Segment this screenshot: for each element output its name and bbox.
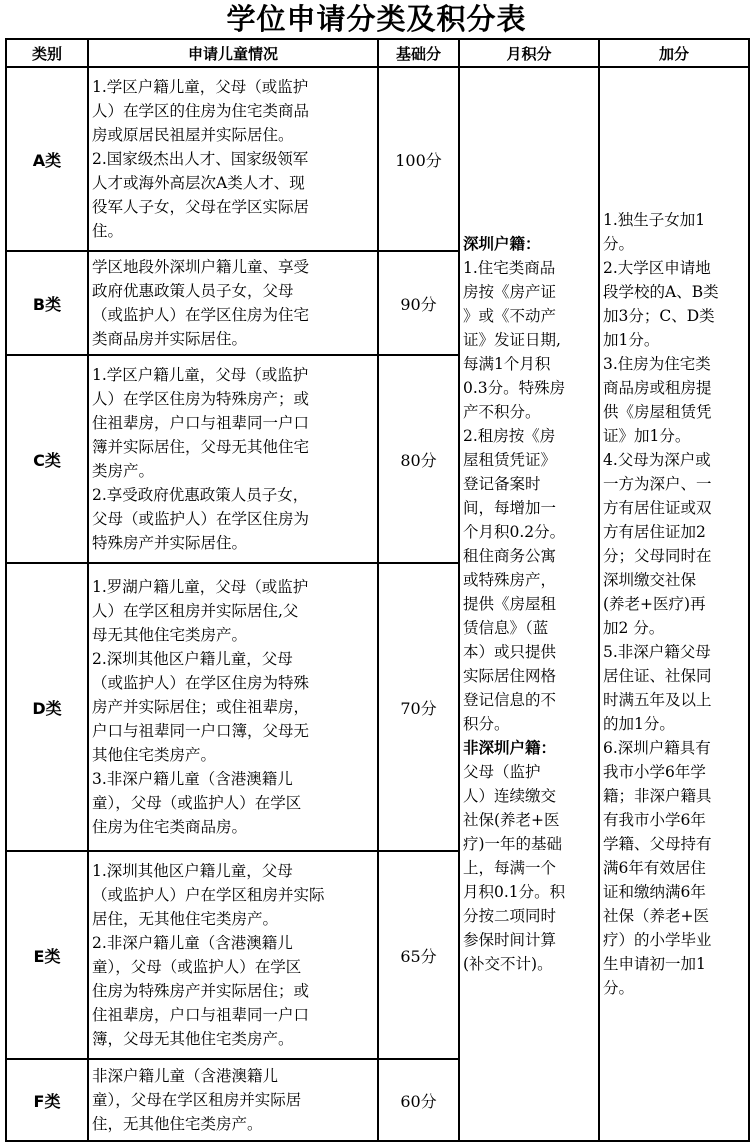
- category-cell: C类: [6, 355, 88, 563]
- non-shenzhen-heading: 非深圳户籍：: [463, 739, 557, 757]
- text-line: 疗)一年的基础: [463, 835, 563, 853]
- conditions-cell: [88, 251, 378, 355]
- text-line: 租住商务公寓: [463, 547, 557, 565]
- text-line: 政府优惠政策人员子女，父母: [92, 282, 294, 300]
- text-line: （或监护人）在学区住房为住宅: [92, 306, 310, 324]
- text-line: 5.非深户籍父母: [603, 643, 711, 661]
- text-line: 住祖辈房，户口与祖辈同一户口: [92, 1006, 310, 1024]
- text-line: 加3分；C、D类: [603, 307, 715, 325]
- text-line: 2.享受政府优惠政策人员子女，: [92, 486, 309, 504]
- text-line: 童），父母（或监护人）在学区: [92, 794, 302, 812]
- text-line: 人）在学区的住房为住宅类商品: [92, 102, 310, 120]
- text-line: 间，每增加一: [463, 499, 557, 517]
- text-line: 4.父母为深户或: [603, 451, 711, 469]
- text-line: 社保（养老+医: [603, 907, 709, 925]
- text-line: 分；父母同时在: [603, 547, 712, 565]
- text-line: 簿，父母无其他住宅类房产。: [92, 1030, 294, 1048]
- text-line: 每满1个月积: [463, 355, 551, 373]
- text-line: 户口与祖辈同一户口簿，父母无: [92, 722, 310, 740]
- conditions-cell: [88, 67, 378, 251]
- header-row: [6, 39, 749, 67]
- text-line: 学区地段外深圳户籍儿童、享受: [92, 258, 310, 276]
- text-line: 1.住宅类商品: [463, 259, 556, 277]
- text-line: 住，无其他住宅类房产。: [92, 1115, 263, 1133]
- text-line: 加2 分。: [603, 619, 665, 637]
- text-line: 供《房屋租赁凭: [603, 403, 712, 421]
- text-line: 童），父母在学区租房并实际居: [92, 1091, 302, 1109]
- text-line: 月积0.1分。积: [463, 883, 566, 901]
- header-base-score: 基础分: [378, 39, 459, 67]
- text-line: 疗）的小学毕业: [603, 931, 712, 949]
- text-line: 2.大学区申请地: [603, 259, 711, 277]
- conditions-cell: [88, 1059, 378, 1141]
- header-category: 类别: [6, 39, 88, 67]
- text-line: 》或《不动产: [463, 307, 557, 325]
- text-line: 本）或只提供: [463, 643, 557, 661]
- text-line: 学籍、父母持有: [603, 835, 712, 853]
- text-line: 的加1分。: [603, 715, 675, 733]
- text-line: 人）在学区租房并实际居住,父: [92, 602, 299, 620]
- base-score-cell: 70分: [378, 563, 459, 851]
- base-score-cell: 100分: [378, 67, 459, 251]
- text-line: 父母（或监护人）在学区住房为: [92, 510, 310, 528]
- text-line: 时满五年及以上: [603, 691, 712, 709]
- text-line: 2.国家级杰出人才、国家级领军: [92, 150, 309, 168]
- base-score-cell: 90分: [378, 251, 459, 355]
- base-score-cell: 60分: [378, 1059, 459, 1141]
- text-line: 我市小学6年学: [603, 763, 706, 781]
- text-line: 房或原居民祖屋并实际居住。: [92, 126, 294, 144]
- header-conditions: 申请儿童情况: [88, 39, 378, 67]
- conditions-cell: [88, 355, 378, 563]
- text-line: 非深户籍儿童（含港澳籍儿: [92, 1067, 279, 1085]
- text-line: 6.深圳户籍具有: [603, 739, 711, 757]
- text-line: 证》加1分。: [603, 427, 691, 445]
- base-score-cell: 80分: [378, 355, 459, 563]
- text-line: （或监护人）户在学区租房并实际: [92, 886, 325, 904]
- text-line: 人）在学区住房为特殊房产；或: [92, 390, 310, 408]
- text-line: 加1分。: [603, 331, 660, 349]
- text-line: 登记信息的不: [463, 691, 557, 709]
- monthly-points-cell: [459, 67, 599, 1141]
- text-line: 方有居住证或双: [603, 499, 712, 517]
- category-cell: F类: [6, 1059, 88, 1141]
- text-line: 方有居住证加2: [603, 523, 706, 541]
- text-line: 1.深圳其他区户籍儿童，父母: [92, 862, 293, 880]
- text-line: 上，每满一个: [463, 859, 557, 877]
- text-line: 2.租房按《房: [463, 427, 556, 445]
- text-line: 房产并实际居住；或住祖辈房，: [92, 698, 310, 716]
- text-line: 商品房或租房提: [603, 379, 712, 397]
- page-title: 学位申请分类及积分表: [226, 2, 527, 36]
- text-line: 证和缴纳满6年: [603, 883, 706, 901]
- text-line: 个月积0.2分。: [463, 523, 566, 541]
- text-line: 簿并实际居住，父母无其他住宅: [92, 438, 310, 456]
- text-line: 类房产。: [92, 462, 155, 480]
- text-line: 人）连续缴交: [463, 787, 557, 805]
- text-line: 分按二项同时: [463, 907, 557, 925]
- text-line: 1.学区户籍儿童，父母（或监护: [92, 78, 309, 96]
- text-line: 居住，无其他住宅类房产。: [92, 910, 279, 928]
- text-line: 役军人子女，父母在学区实际居: [92, 198, 310, 216]
- text-line: 住祖辈房，户口与祖辈同一户口: [92, 414, 310, 432]
- text-line: 积分。: [463, 715, 510, 733]
- text-line: 登记备案时: [463, 475, 541, 493]
- text-line: 人才或海外高层次A类人才、现: [92, 174, 305, 192]
- category-cell: B类: [6, 251, 88, 355]
- text-line: 住。: [92, 222, 124, 240]
- text-line: 母无其他住宅类房产。: [92, 626, 248, 644]
- table-row: [6, 67, 749, 251]
- text-line: 生申请初一加1: [603, 955, 706, 973]
- shenzhen-rules: [463, 256, 595, 736]
- text-line: 父母（监护: [463, 763, 541, 781]
- text-line: 3.住房为住宅类: [603, 355, 711, 373]
- base-score-cell: 65分: [378, 851, 459, 1059]
- bonus-points-cell: [599, 67, 749, 1141]
- category-cell: E类: [6, 851, 88, 1059]
- text-line: 居住证、社保同: [603, 667, 712, 685]
- text-line: 参保时间计算: [463, 931, 557, 949]
- category-cell: D类: [6, 563, 88, 851]
- text-line: 段学校的A、B类: [603, 283, 719, 301]
- conditions-cell: [88, 563, 378, 851]
- text-line: （或监护人）在学区住房为特殊: [92, 674, 310, 692]
- text-line: (补交不计)。: [463, 955, 553, 973]
- text-line: 童），父母（或监护人）在学区: [92, 958, 302, 976]
- text-line: 其他住宅类房产。: [92, 746, 217, 764]
- text-line: 产不积分。: [463, 403, 541, 421]
- text-line: 1.罗湖户籍儿童，父母（或监护: [92, 578, 309, 596]
- text-line: 类商品房并实际居住。: [92, 330, 248, 348]
- header-monthly-points: 月积分: [459, 39, 599, 67]
- text-line: 房按《房产证: [463, 283, 557, 301]
- text-line: 2.深圳其他区户籍儿童，父母: [92, 650, 293, 668]
- text-line: 有我市小学6年: [603, 811, 706, 829]
- shenzhen-heading: 深圳户籍：: [463, 235, 541, 253]
- text-line: 满6年有效居住: [603, 859, 706, 877]
- text-line: 分。: [603, 979, 635, 997]
- category-cell: A类: [6, 67, 88, 251]
- header-bonus-points: 加分: [599, 39, 749, 67]
- text-line: 特殊房产并实际居住。: [92, 534, 248, 552]
- text-line: 证》发证日期,: [463, 331, 561, 349]
- text-line: 或特殊房产，: [463, 571, 557, 589]
- conditions-cell: [88, 851, 378, 1059]
- points-table: [5, 38, 750, 1142]
- text-line: 住房为特殊房产并实际居住；或: [92, 982, 310, 1000]
- text-line: 社保(养老+医: [463, 811, 560, 829]
- text-line: 屋租赁凭证》: [463, 451, 557, 469]
- text-line: 分。: [603, 235, 635, 253]
- non-shenzhen-rules: [463, 760, 595, 976]
- text-line: 深圳缴交社保: [603, 571, 697, 589]
- text-line: 赁信息》（蓝: [463, 619, 549, 637]
- text-line: 提供《房屋租: [463, 595, 557, 613]
- text-line: 一方为深户、一: [603, 475, 712, 493]
- text-line: 籍；非深户籍具: [603, 787, 712, 805]
- text-line: 住房为住宅类商品房。: [92, 818, 248, 836]
- text-line: 2.非深户籍儿童（含港澳籍儿: [92, 934, 293, 952]
- text-line: 3.非深户籍儿童（含港澳籍儿: [92, 770, 293, 788]
- text-line: 实际居住网格: [463, 667, 557, 685]
- text-line: (养老+医疗)再: [603, 595, 706, 613]
- text-line: 0.3分。特殊房: [463, 379, 566, 397]
- text-line: 1.独生子女加1: [603, 211, 706, 229]
- text-line: 1.学区户籍儿童，父母（或监护: [92, 366, 309, 384]
